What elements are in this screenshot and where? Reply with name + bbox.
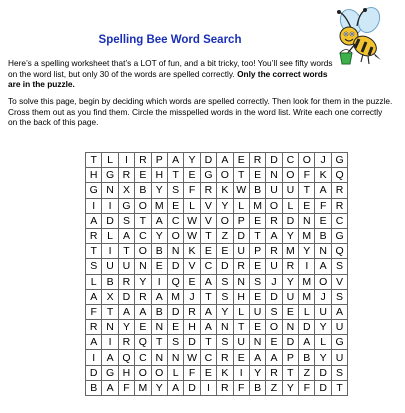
grid-cell: A <box>249 350 265 365</box>
grid-cell: U <box>118 259 134 274</box>
grid-cell: N <box>102 183 118 198</box>
grid-cell: G <box>331 228 347 243</box>
grid-cell: Z <box>299 365 315 380</box>
grid-cell: U <box>282 183 298 198</box>
grid-cell: Y <box>282 274 298 289</box>
grid-cell: I <box>86 350 102 365</box>
grid-cell: C <box>135 350 151 365</box>
grid-cell: U <box>233 335 249 350</box>
word-search-grid <box>85 152 348 396</box>
grid-cell: R <box>331 183 347 198</box>
grid-cell: G <box>102 365 118 380</box>
grid-cell: N <box>233 274 249 289</box>
grid-cell: S <box>266 304 282 319</box>
grid-cell: M <box>299 228 315 243</box>
grid-cell: R <box>135 289 151 304</box>
grid-cell: T <box>86 153 102 168</box>
grid-cell: A <box>86 335 102 350</box>
grid-row <box>86 335 348 350</box>
grid-cell: S <box>167 183 183 198</box>
grid-cell: N <box>135 259 151 274</box>
grid-cell: O <box>282 168 298 183</box>
grid-cell: S <box>167 335 183 350</box>
grid-cell: E <box>266 335 282 350</box>
grid-cell: B <box>151 304 167 319</box>
instructions-paragraph: To solve this page, begin by deciding which words are spelled correctly. Then look for them in the puzzle. Cross them out as you find them. Circle the misspelled words in the word list. Write each one correctly on the back of this page. <box>8 96 393 128</box>
grid-cell: B <box>135 183 151 198</box>
grid-cell: L <box>167 365 183 380</box>
grid-cell: C <box>331 213 347 228</box>
grid-cell: S <box>86 259 102 274</box>
grid-cell: H <box>233 289 249 304</box>
grid-cell: L <box>233 198 249 213</box>
grid-cell: N <box>266 168 282 183</box>
grid-cell: D <box>118 289 134 304</box>
grid-cell: R <box>118 274 134 289</box>
grid-row <box>86 274 348 289</box>
grid-cell: X <box>118 183 134 198</box>
grid-cell: O <box>151 365 167 380</box>
grid-cell: I <box>151 274 167 289</box>
grid-cell: U <box>249 304 265 319</box>
grid-cell: A <box>135 304 151 319</box>
grid-cell: D <box>102 213 118 228</box>
grid-cell: N <box>102 320 118 335</box>
grid-cell: U <box>102 259 118 274</box>
grid-cell: X <box>102 289 118 304</box>
grid-cell: T <box>200 335 216 350</box>
grid-cell: Y <box>135 274 151 289</box>
grid-cell: E <box>249 289 265 304</box>
grid-cell: N <box>299 213 315 228</box>
grid-cell: P <box>282 350 298 365</box>
grid-cell: J <box>184 289 200 304</box>
grid-cell: O <box>135 365 151 380</box>
grid-cell: R <box>118 168 134 183</box>
grid-cell: A <box>151 289 167 304</box>
grid-cell: R <box>118 335 134 350</box>
grid-row <box>86 289 348 304</box>
grid-cell: B <box>315 228 331 243</box>
grid-cell: E <box>135 168 151 183</box>
grid-cell: W <box>233 183 249 198</box>
grid-cell: N <box>167 350 183 365</box>
grid-cell: A <box>331 304 347 319</box>
grid-cell: U <box>331 320 347 335</box>
grid-cell: T <box>233 320 249 335</box>
grid-cell: Y <box>315 320 331 335</box>
grid-cell: A <box>102 350 118 365</box>
grid-cell: L <box>184 198 200 213</box>
grid-cell: B <box>249 380 265 395</box>
grid-cell: E <box>249 213 265 228</box>
grid-cell: A <box>200 304 216 319</box>
grid-cell: V <box>200 213 216 228</box>
grid-cell: F <box>315 198 331 213</box>
grid-cell: G <box>86 183 102 198</box>
grid-cell: I <box>102 244 118 259</box>
grid-cell: S <box>331 259 347 274</box>
grid-cell: T <box>249 228 265 243</box>
grid-cell: R <box>86 228 102 243</box>
grid-cell: D <box>184 335 200 350</box>
grid-cell: R <box>184 304 200 319</box>
grid-cell: N <box>151 350 167 365</box>
grid-cell: W <box>184 228 200 243</box>
grid-cell: F <box>233 380 249 395</box>
grid-cell: D <box>200 153 216 168</box>
grid-cell: D <box>315 365 331 380</box>
grid-cell: E <box>315 213 331 228</box>
grid-cell: O <box>217 168 233 183</box>
grid-cell: D <box>233 228 249 243</box>
grid-cell: S <box>331 289 347 304</box>
grid-cell: V <box>184 259 200 274</box>
grid-cell: K <box>184 244 200 259</box>
grid-cell: R <box>217 380 233 395</box>
grid-cell: Y <box>315 350 331 365</box>
grid-cell: K <box>217 365 233 380</box>
grid-row <box>86 320 348 335</box>
grid-cell: M <box>135 380 151 395</box>
grid-row <box>86 153 348 168</box>
grid-cell: Y <box>184 153 200 168</box>
grid-cell: O <box>315 274 331 289</box>
grid-cell: A <box>118 304 134 319</box>
grid-cell: C <box>200 259 216 274</box>
grid-cell: U <box>315 304 331 319</box>
grid-cell: B <box>299 350 315 365</box>
grid-cell: N <box>167 244 183 259</box>
grid-cell: S <box>217 274 233 289</box>
grid-cell: M <box>151 198 167 213</box>
grid-cell: F <box>86 304 102 319</box>
grid-cell: H <box>151 168 167 183</box>
grid-row <box>86 168 348 183</box>
grid-cell: T <box>200 289 216 304</box>
grid-cell: C <box>200 350 216 365</box>
grid-cell: I <box>200 380 216 395</box>
grid-cell: O <box>266 320 282 335</box>
grid-cell: O <box>135 244 151 259</box>
grid-cell: J <box>315 153 331 168</box>
grid-cell: D <box>282 213 298 228</box>
grid-cell: D <box>217 259 233 274</box>
grid-row <box>86 213 348 228</box>
grid-cell: E <box>299 198 315 213</box>
grid-cell: O <box>167 228 183 243</box>
grid-cell: A <box>266 228 282 243</box>
grid-cell: M <box>249 198 265 213</box>
grid-cell: G <box>118 198 134 213</box>
grid-cell: F <box>184 365 200 380</box>
grid-cell: Y <box>282 228 298 243</box>
grid-cell: S <box>217 289 233 304</box>
grid-cell: F <box>299 168 315 183</box>
grid-cell: R <box>266 244 282 259</box>
grid-cell: N <box>151 320 167 335</box>
grid-cell: D <box>315 380 331 395</box>
grid-cell: I <box>102 335 118 350</box>
grid-cell: I <box>299 259 315 274</box>
grid-cell: I <box>233 365 249 380</box>
grid-cell: E <box>233 153 249 168</box>
grid-cell: U <box>266 259 282 274</box>
grid-cell: E <box>167 198 183 213</box>
grid-cell: R <box>249 153 265 168</box>
grid-cell: D <box>282 335 298 350</box>
grid-cell: R <box>86 320 102 335</box>
grid-cell: K <box>315 168 331 183</box>
grid-cell: R <box>266 213 282 228</box>
grid-cell: S <box>118 213 134 228</box>
grid-cell: L <box>102 228 118 243</box>
intro-paragraph: Here’s a spelling worksheet that’s a LOT of fun, and a bit tricky, too! You’ll see fifty words on the word list, but only 30 of the words are spelled correctly. Only the correct words are in the puzzle. <box>8 58 333 90</box>
grid-cell: A <box>299 335 315 350</box>
grid-cell: P <box>233 213 249 228</box>
grid-cell: K <box>217 183 233 198</box>
grid-cell: R <box>331 198 347 213</box>
grid-cell: G <box>331 153 347 168</box>
grid-cell: F <box>118 380 134 395</box>
grid-cell: Y <box>282 380 298 395</box>
grid-cell: Q <box>135 335 151 350</box>
grid-cell: A <box>167 153 183 168</box>
grid-cell: G <box>331 335 347 350</box>
grid-cell: U <box>233 244 249 259</box>
grid-cell: V <box>200 198 216 213</box>
grid-cell: W <box>184 350 200 365</box>
grid-cell: E <box>151 259 167 274</box>
grid-cell: A <box>167 380 183 395</box>
grid-cell: T <box>102 304 118 319</box>
grid-cell: L <box>299 304 315 319</box>
grid-cell: M <box>299 274 315 289</box>
grid-cell: D <box>266 289 282 304</box>
grid-cell: Q <box>331 168 347 183</box>
grid-cell: H <box>118 365 134 380</box>
grid-cell: T <box>167 168 183 183</box>
grid-cell: N <box>282 320 298 335</box>
grid-cell: B <box>249 183 265 198</box>
grid-cell: E <box>249 259 265 274</box>
grid-cell: M <box>299 289 315 304</box>
grid-cell: Y <box>118 320 134 335</box>
grid-cell: Q <box>118 350 134 365</box>
grid-cell: B <box>86 380 102 395</box>
grid-cell: D <box>299 320 315 335</box>
grid-cell: C <box>282 153 298 168</box>
grid-cell: E <box>167 320 183 335</box>
grid-cell: E <box>184 168 200 183</box>
grid-cell: I <box>118 153 134 168</box>
grid-cell: E <box>249 320 265 335</box>
grid-cell: T <box>299 183 315 198</box>
grid-cell: S <box>217 335 233 350</box>
grid-row <box>86 380 348 395</box>
grid-cell: Z <box>217 228 233 243</box>
grid-cell: T <box>233 168 249 183</box>
grid-cell: M <box>282 244 298 259</box>
grid-row <box>86 183 348 198</box>
grid-cell: Y <box>299 244 315 259</box>
grid-cell: E <box>282 304 298 319</box>
grid-cell: E <box>217 244 233 259</box>
grid-row <box>86 259 348 274</box>
grid-cell: N <box>315 244 331 259</box>
grid-cell: U <box>266 183 282 198</box>
grid-cell: A <box>200 274 216 289</box>
grid-cell: L <box>315 335 331 350</box>
grid-cell: Y <box>249 365 265 380</box>
grid-cell: D <box>184 380 200 395</box>
grid-cell: T <box>135 213 151 228</box>
grid-cell: Y <box>217 304 233 319</box>
grid-cell: Y <box>151 228 167 243</box>
grid-cell: B <box>151 244 167 259</box>
grid-cell: A <box>151 213 167 228</box>
grid-cell: E <box>200 365 216 380</box>
grid-row <box>86 304 348 319</box>
grid-cell: I <box>102 198 118 213</box>
grid-row <box>86 198 348 213</box>
grid-cell: D <box>266 153 282 168</box>
grid-cell: O <box>266 198 282 213</box>
grid-cell: D <box>167 259 183 274</box>
grid-cell: L <box>282 198 298 213</box>
grid-cell: R <box>266 365 282 380</box>
grid-cell: T <box>118 244 134 259</box>
grid-cell: H <box>86 168 102 183</box>
grid-cell: E <box>233 350 249 365</box>
grid-cell: A <box>266 350 282 365</box>
grid-cell: A <box>118 228 134 243</box>
grid-cell: M <box>167 289 183 304</box>
grid-cell: E <box>200 244 216 259</box>
grid-cell: O <box>217 213 233 228</box>
grid-cell: A <box>200 320 216 335</box>
grid-row <box>86 365 348 380</box>
grid-cell: P <box>151 153 167 168</box>
grid-cell: L <box>102 153 118 168</box>
grid-cell: T <box>200 228 216 243</box>
grid-cell: J <box>266 274 282 289</box>
grid-cell: A <box>86 213 102 228</box>
grid-cell: E <box>249 168 265 183</box>
grid-cell: N <box>249 335 265 350</box>
grid-cell: T <box>282 365 298 380</box>
grid-cell: R <box>200 183 216 198</box>
grid-cell: Y <box>151 380 167 395</box>
grid-cell: T <box>331 380 347 395</box>
grid-cell: O <box>299 153 315 168</box>
grid-cell: E <box>135 320 151 335</box>
grid-cell: S <box>249 274 265 289</box>
grid-cell: C <box>135 228 151 243</box>
grid-row <box>86 350 348 365</box>
intro-emphasis: Only the correct words are in the puzzle. <box>8 68 328 90</box>
grid-cell: A <box>315 259 331 274</box>
grid-cell: T <box>151 335 167 350</box>
grid-cell: Q <box>331 244 347 259</box>
grid-cell: R <box>282 259 298 274</box>
grid-cell: Y <box>217 198 233 213</box>
grid-cell: B <box>102 274 118 289</box>
grid-cell: R <box>233 259 249 274</box>
grid-cell: Z <box>266 380 282 395</box>
grid-cell: N <box>217 320 233 335</box>
grid-cell: T <box>86 244 102 259</box>
grid-row <box>86 228 348 243</box>
grid-cell: U <box>282 289 298 304</box>
grid-cell: P <box>249 244 265 259</box>
grid-cell: G <box>102 168 118 183</box>
grid-cell: A <box>102 380 118 395</box>
grid-cell: E <box>184 274 200 289</box>
worksheet-title: Spelling Bee Word Search <box>98 34 242 46</box>
grid-cell: G <box>200 168 216 183</box>
grid-cell: D <box>167 304 183 319</box>
grid-cell: R <box>135 153 151 168</box>
grid-cell: D <box>86 365 102 380</box>
grid-cell: L <box>233 304 249 319</box>
grid-cell: F <box>299 380 315 395</box>
grid-cell: F <box>184 183 200 198</box>
grid-cell: A <box>315 183 331 198</box>
grid-row <box>86 244 348 259</box>
grid-cell: A <box>86 289 102 304</box>
grid-cell: I <box>86 198 102 213</box>
grid-cell: A <box>217 153 233 168</box>
grid-cell: W <box>184 213 200 228</box>
grid-cell: L <box>86 274 102 289</box>
grid-cell: R <box>217 350 233 365</box>
grid-cell: O <box>135 198 151 213</box>
grid-cell: H <box>184 320 200 335</box>
grid-cell: J <box>315 289 331 304</box>
grid-cell: U <box>331 350 347 365</box>
grid-cell: C <box>167 213 183 228</box>
grid-cell: Q <box>167 274 183 289</box>
grid-cell: V <box>331 274 347 289</box>
grid-cell: Y <box>151 183 167 198</box>
grid-cell: S <box>331 365 347 380</box>
